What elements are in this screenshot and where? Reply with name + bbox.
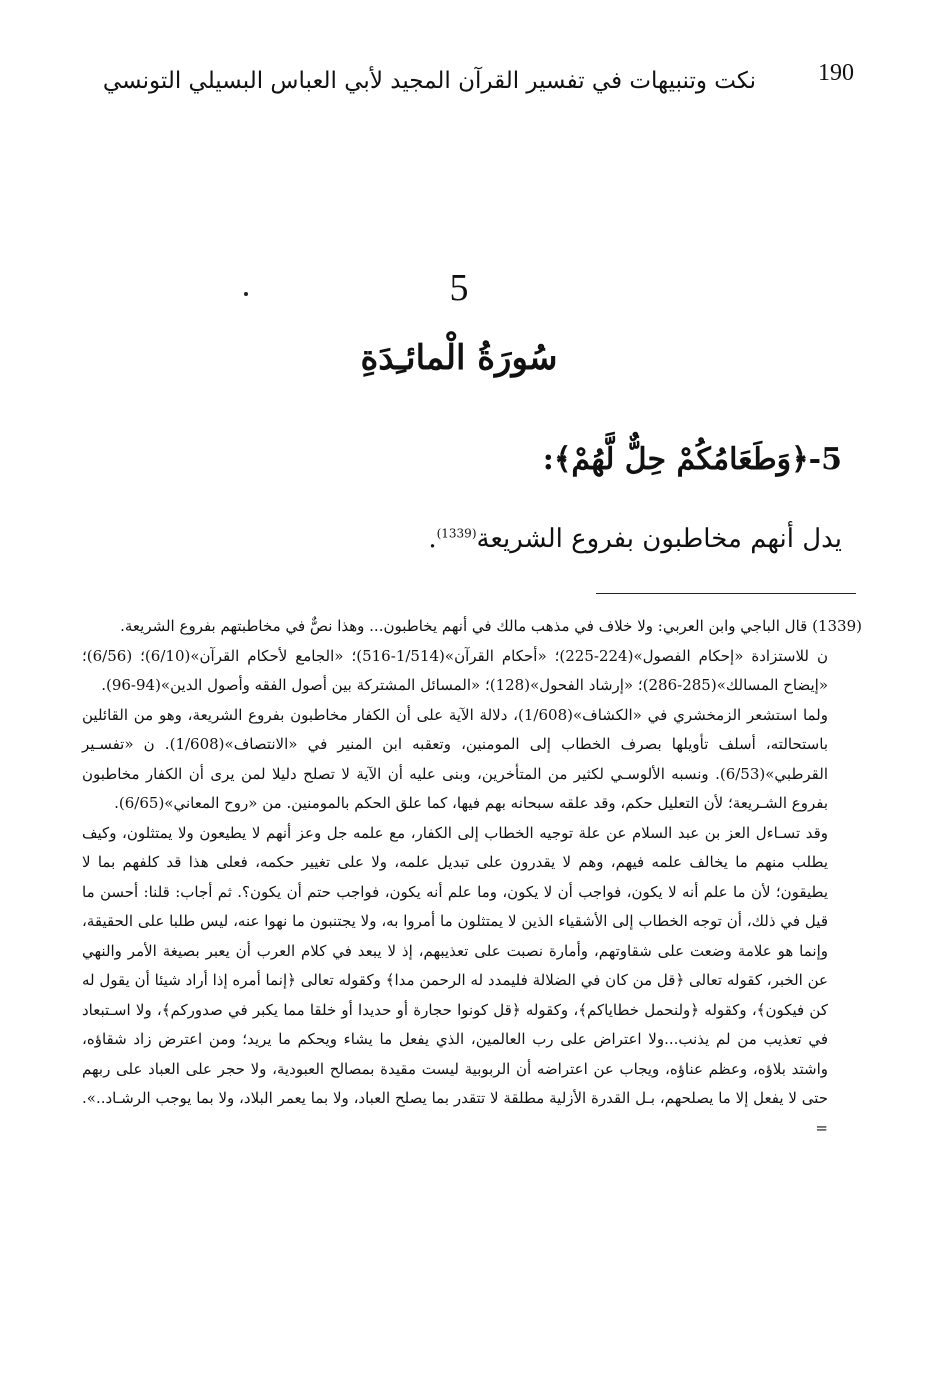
main-text-end: . (428, 524, 437, 554)
main-paragraph (428, 524, 842, 554)
footnote-reference: (1339) (436, 526, 477, 541)
verse-heading: 5-﴿وَطَعَامُكُمْ حِلٌّ لَّهُمْ﴾: (542, 442, 842, 477)
footnote-izz: وقد تسـاءل العز بن عبد السلام عن علة توجيه الخطاب إلى الكفار، مع علمه جل وعز أنهم لا يطيعون ولا يمتثلون، وكيف يطلب منهم ما يخالف علمه فيهم، وهم لا يقدرون على تبديل علمه، ولا على تغيير حكمه، فعلى هذا قد كلفهم بما لا يطيقون؛ لأن ما علم أنه لا يكون، فواجب أن لا يكون، وما علم أنه يكون، فواجب حتم أن يكون؟. ثم أجاب: قلنا: أحسن ما قيل في ذلك، أن توجه الخطاب إلى الأشقياء الذين لا يمتثلون ما أمروا به، ولا يجتنبون ما نهوا عنه، ليس طلبا على الحقيقة، وإنما هو علامة وضعت على شقاوتهم، وأمارة نصبت على تعذيبهم، إذ لا يبعد في كلام العرب أن يعبر بصيغة الأمر والنهي عن الخبر، كقوله تعالى ﴿قل من كان في الضلالة فليمدد له الرحمن مدا﴾ وكقوله تعالى ﴿إنما أمره إذا أراد شيئا أن يقول له كن فيكون﴾، وكقوله ﴿ولنحمل خطاياكم﴾، وكقوله ﴿قل كونوا حجارة أو حديدا أو خلقا مما يكبر في صدوركم﴾، ولا اسـتبعاد في تعذيب من لم يذنب...ولا اعتراض على رب العالمين، الذي يفعل ما يشاء ويحكم ما يريد؛ ومن اعترض زاد شقاؤه، واشتد بلاؤه، وعظم عناؤه، ويجاب عن اعتراضه أن الربوبية ليست مقيدة بمصالح العبودية، ولا حجر على العباد على ربهم حتى لا يفعل إلا ما يصلحهم، بـل القدرة الأزلية مطلقة لا تتقدر بما يصلح العباد، ولا بما يعمر البلاد، ولا بما يوجب الرشـاد..». = (82, 823, 828, 1137)
surah-title: سُورَةُ الْمائـِدَةِ (360, 338, 558, 378)
running-title: نكت وتنبيهات في تفسير القرآن المجيد لأبي العباس البسيلي التونسي (102, 68, 756, 94)
main-text-body: يدل أنهم مخاطبون بفروع الشريعة (476, 524, 842, 554)
footnotes (82, 612, 862, 1143)
chapter-number: 5 (449, 267, 469, 309)
footnote-references: ن للاستزادة «إحكام الفصول»(224-225)؛ «أحكام القرآن»(1/514-516)؛ «الجامع لأحكام القرآن»(6/10)؛ (6/56)؛ «إيضاح المسالك»(285-286)؛ «إرشاد الفحول»(128)؛ «المسائل المشتركة بين أصول الفقه وأصول الدين»(94-96). (82, 646, 828, 694)
footnote-1339: (1339) قال الباجي وابن العربي: ولا خلاف في مذهب مالك في أنهم يخاطبون... وهذا نصٌّ في مخاطبتهم بفروع الشريعة. (120, 617, 862, 635)
footnote-zamakhshari: ولما استشعر الزمخشري في «الكشاف»(1/608)، دلالة الآية على أن الكفار مخاطبون بفروع الشريعة، وهو من القائلين باستحالته، أسلف تأويلها بصرف الخطاب إلى المومنين، وتعقبه ابن المنير في «الانتصاف»(1/608). ن «تفسـير القرطبي»(6/53). ونسبه الألوسـي لكثير من المتأخرين، وبنى عليه أن الآية لا تصلح دليلا لمن يرى أن الكفار مخاطبون بفروع الشـريعة؛ لأن التعليل حكم، وقد علقه سبحانه بهم فيها، كما علق الحكم بالمومنين. من «روح المعاني»(6/65). (82, 705, 828, 812)
footnote-separator (596, 593, 856, 594)
page-number: 190 (818, 60, 854, 86)
